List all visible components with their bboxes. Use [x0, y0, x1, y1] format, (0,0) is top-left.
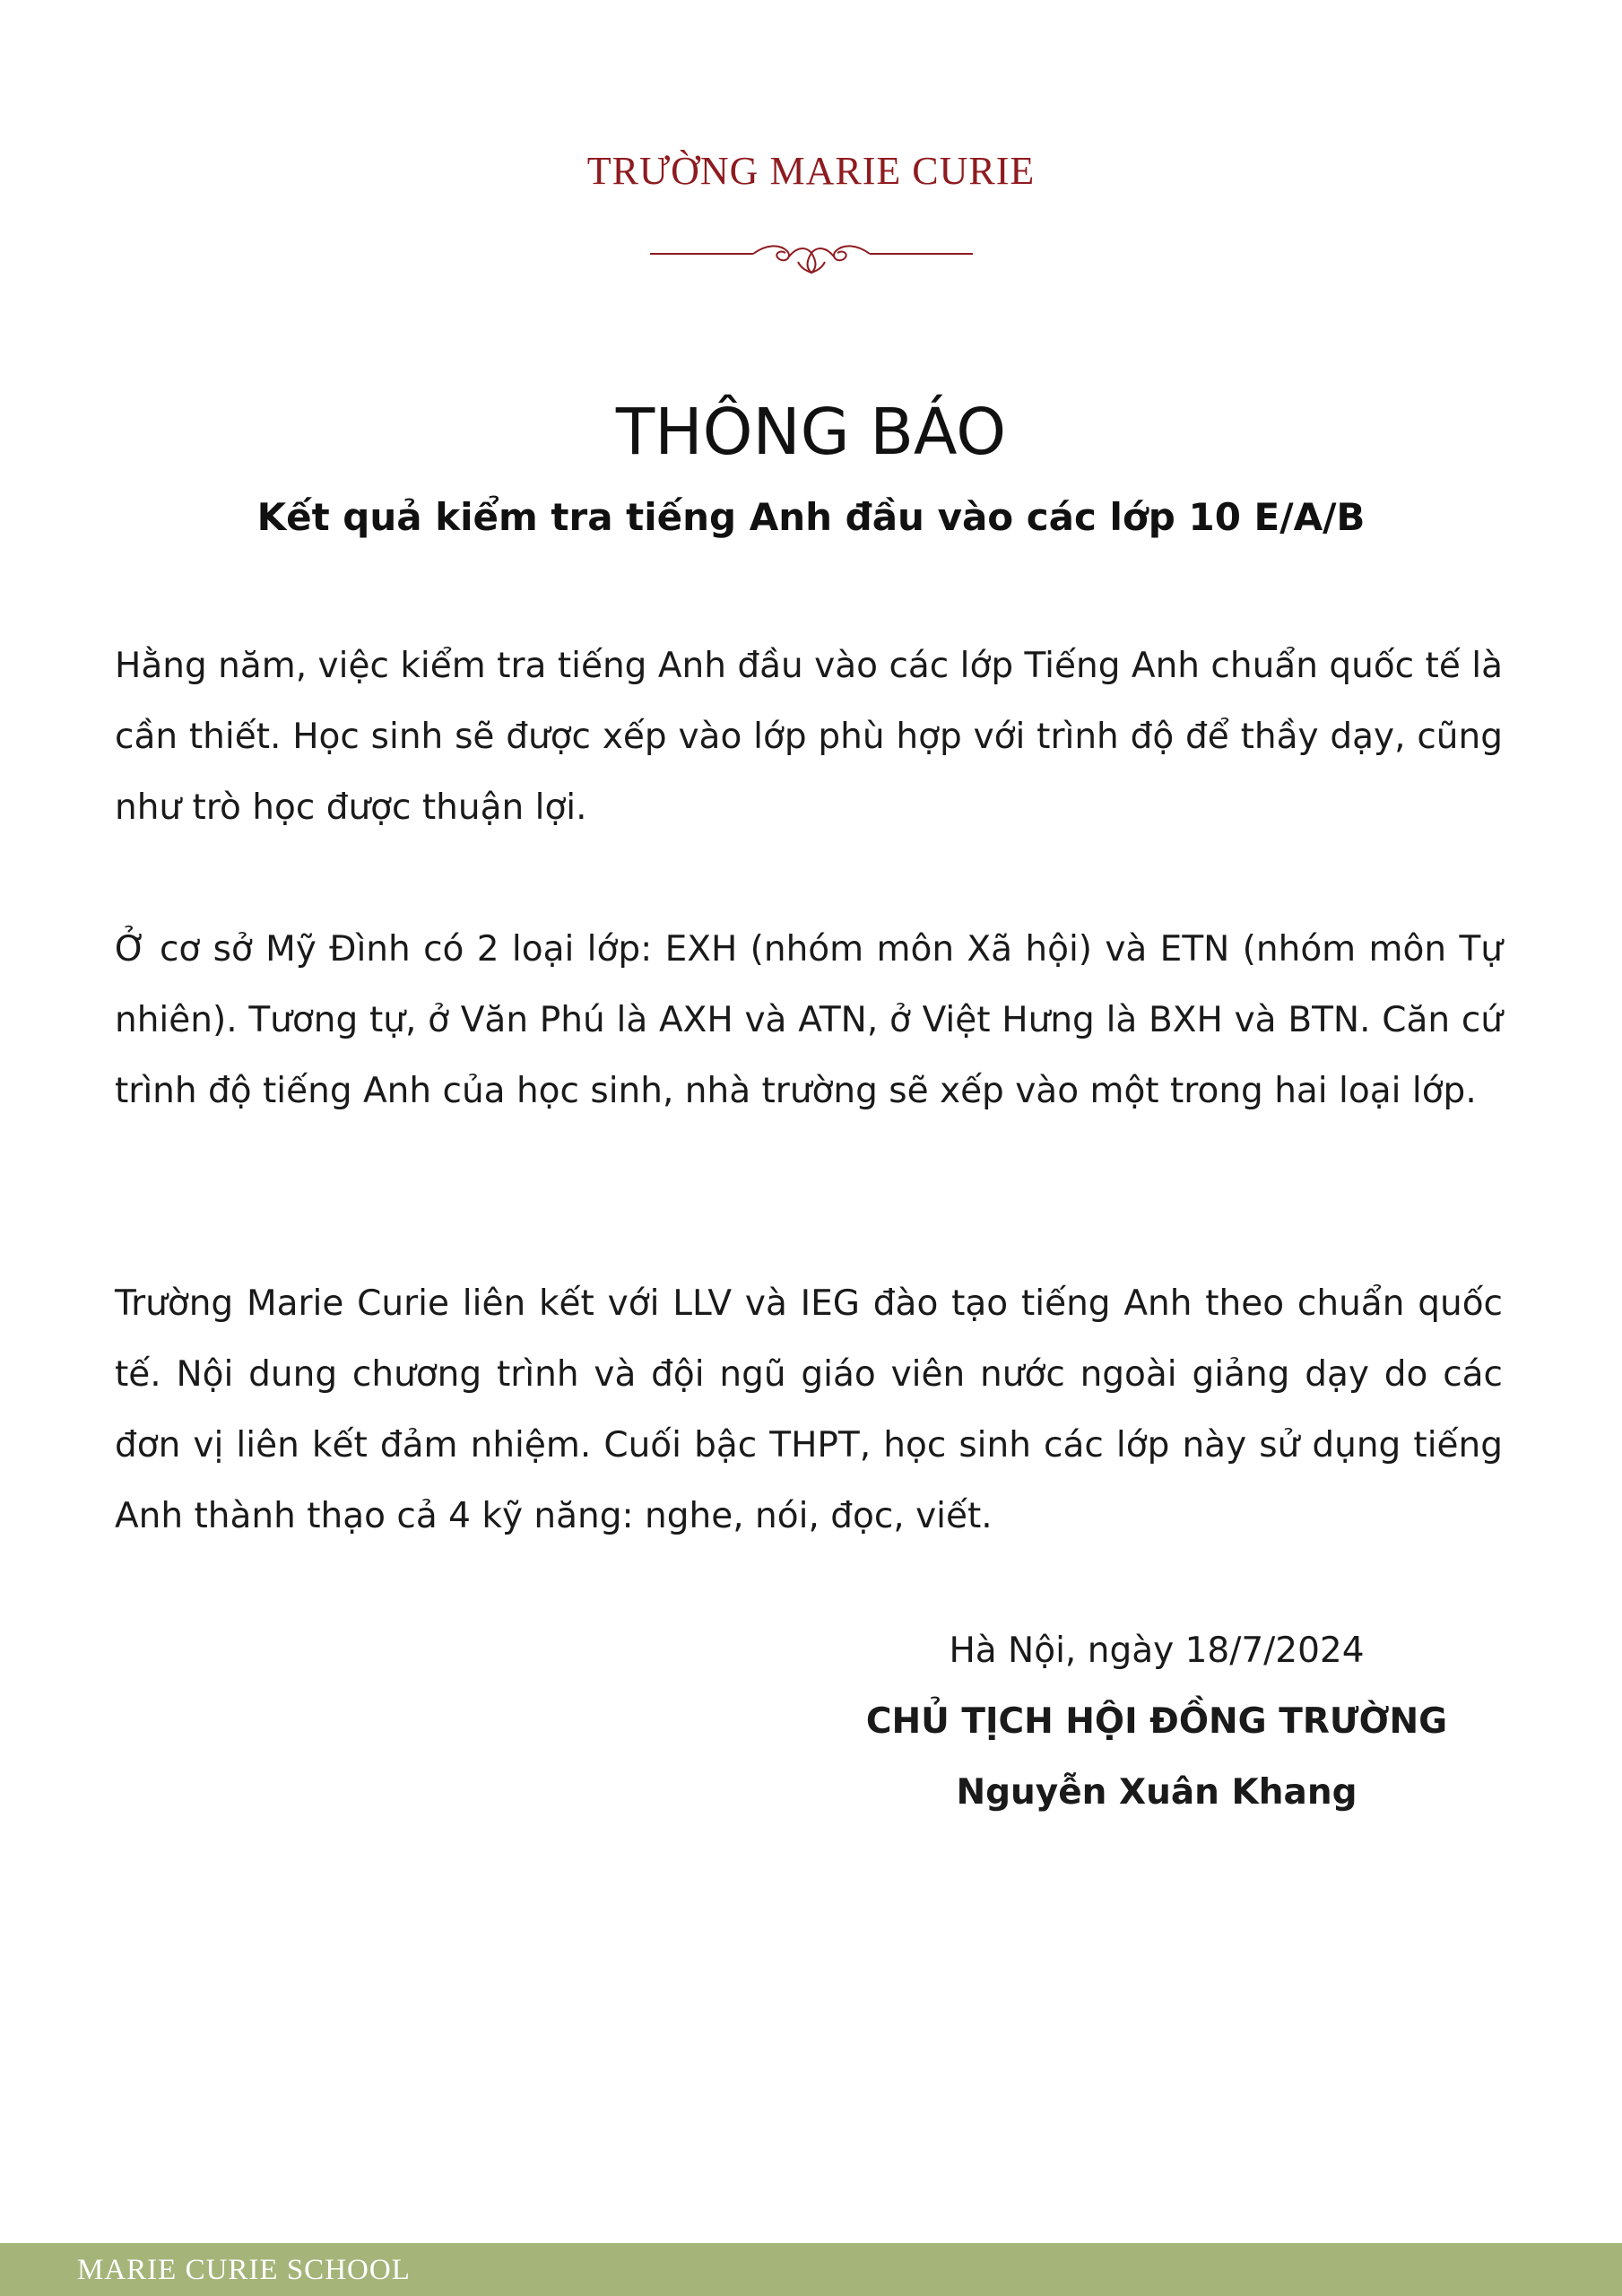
signature-name: Nguyễn Xuân Khang: [956, 1772, 1357, 1813]
paragraph-partnership: Trường Marie Curie liên kết với LLV và IEG đào tạo tiếng Anh theo chuẩn quốc tế. Nội dung chương trình và đội ngũ giáo viên nước ngoài giảng dạy do các đơn vị liên kết đảm nhiệm. Cuối bậc THPT, học sinh các lớp này sử dụng tiếng Anh thành thạo cả 4 kỹ năng: nghe, nói, đọc, viết.: [115, 1283, 1503, 1536]
school-name: TRƯỜNG MARIE CURIE: [586, 149, 1036, 193]
signature-place-date: Hà Nội, ngày 18/7/2024: [949, 1631, 1365, 1671]
paragraph-intro: Hằng năm, việc kiểm tra tiếng Anh đầu vào các lớp Tiếng Anh chuẩn quốc tế là cần thiết. Học sinh sẽ được xếp vào lớp phù hợp với trình độ để thầy dạy, cũng như trò học được thuận lợi.: [115, 646, 1503, 828]
footer-bar: [0, 2243, 1622, 2296]
ornament-divider-icon: [646, 235, 977, 289]
footer-label: MARIE CURIE SCHOOL: [77, 2254, 411, 2286]
paragraph-class-types: Ở cơ sở Mỹ Đình có 2 loại lớp: EXH (nhóm môn Xã hội) và ETN (nhóm môn Tự nhiên). Tương tự, ở Văn Phú là AXH và ATN, ở Việt Hưng là BXH và BTN. Căn cứ trình độ tiếng Anh của học sinh, nhà trường sẽ xếp vào một trong hai loại lớp.: [115, 929, 1503, 1111]
notice-subtitle: Kết quả kiểm tra tiếng Anh đầu vào các lớp 10 E/A/B: [256, 495, 1366, 539]
notice-title: THÔNG BÁO: [615, 395, 1007, 469]
signature-position: CHỦ TỊCH HỘI ĐỒNG TRƯỜNG: [865, 1701, 1448, 1742]
